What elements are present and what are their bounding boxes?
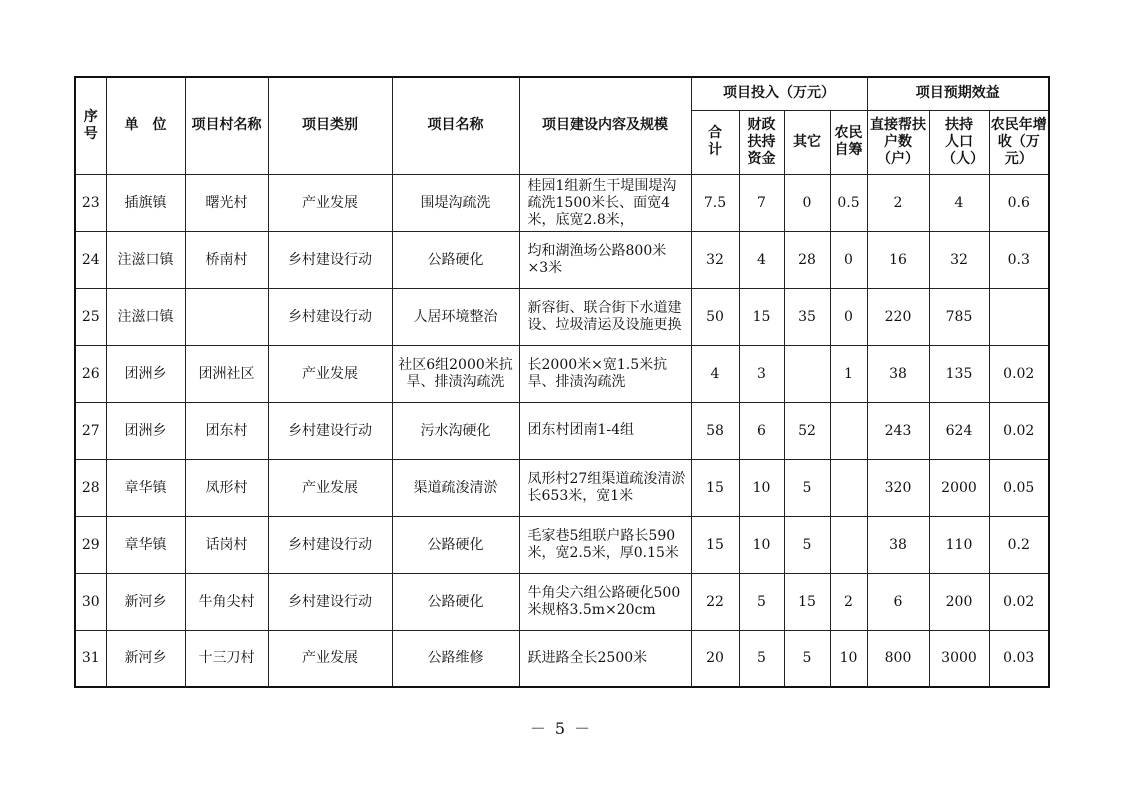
cell-farmer-raise-text: 0 [844,308,853,325]
cell-population-text: 32 [950,251,968,268]
cell-content [519,174,691,231]
cell-fiscal [739,174,784,231]
cell-farmer-raise [830,345,867,402]
cell-category [268,288,392,345]
cell-other [784,402,830,459]
cell-population-text: 4 [954,194,964,211]
cell-farmer-raise [830,402,867,459]
cell-income [989,231,1049,288]
cell-fiscal [739,231,784,288]
cell-fiscal-text: 15 [752,308,771,325]
cell-unit [106,174,185,231]
cell-village-text: 牛角尖村 [198,593,255,610]
cell-population [929,174,989,231]
cell-households-text: 6 [893,593,903,610]
cell-name-text: 人居环境整治 [413,308,498,325]
cell-unit [106,345,185,402]
cell-unit-text: 团洲乡 [124,422,167,439]
cell-farmer-raise [830,231,867,288]
cell-population [929,516,989,573]
cell-name-text: 社区6组2000米抗旱、排渍沟疏洗 [398,356,513,390]
cell-village-text: 团东村 [205,422,248,439]
cell-unit-text: 章华镇 [124,479,167,496]
header-benefit-group: 项目预期效益 [867,77,1049,110]
cell-income-text: 0.6 [1007,194,1030,211]
cell-other-text: 0 [802,194,812,211]
cell-category [268,174,392,231]
cell-fiscal [739,573,784,630]
cell-seq-text: 26 [81,365,100,382]
cell-income [989,459,1049,516]
cell-seq-text: 25 [81,308,100,325]
header-name: 项目名称 [392,77,519,174]
cell-total-text: 58 [706,422,724,439]
cell-village-text: 团洲社区 [198,365,255,382]
cell-content-text: 牛角尖六组公路硬化500米规格3.5m×20cm [527,584,681,618]
cell-name [392,459,519,516]
cell-households [867,516,929,573]
cell-seq [75,174,106,231]
header-unit: 单 位 [106,77,185,174]
cell-other-text: 28 [798,251,816,268]
cell-farmer-raise [830,174,867,231]
header-village: 项目村名称 [185,77,268,174]
cell-income-text: 0.02 [1003,593,1035,610]
cell-farmer-raise [830,288,867,345]
cell-name-text: 污水沟硬化 [420,422,491,439]
cell-total-text: 20 [706,650,724,667]
cell-other [784,630,830,687]
cell-fiscal [739,516,784,573]
cell-name [392,573,519,630]
cell-content [519,402,691,459]
cell-population [929,231,989,288]
cell-seq [75,402,106,459]
cell-category [268,231,392,288]
cell-content-text: 毛家巷5组联户路长590米，宽2.5米，厚0.15米 [527,527,679,561]
table-row [75,402,1049,459]
cell-population [929,573,989,630]
cell-seq-text: 31 [81,650,100,667]
cell-fiscal [739,402,784,459]
cell-category [268,345,392,402]
cell-other [784,459,830,516]
cell-income [989,174,1049,231]
cell-village-text: 曙光村 [205,194,248,211]
cell-fiscal-text: 10 [752,479,771,496]
cell-other-text: 35 [798,308,816,325]
cell-fiscal [739,630,784,687]
cell-unit-text: 注滋口镇 [117,308,174,325]
cell-seq-text: 28 [81,479,100,496]
cell-farmer-raise [830,630,867,687]
cell-name [392,402,519,459]
cell-other-text: 52 [798,422,816,439]
cell-income-text: 0.02 [1003,365,1035,382]
cell-other-text: 5 [802,536,812,553]
cell-total [691,288,739,345]
cell-unit-text: 章华镇 [124,536,167,553]
header-content: 项目建设内容及规模 [519,77,691,174]
table-row [75,345,1049,402]
cell-category-text: 乡村建设行动 [288,308,372,325]
cell-seq [75,516,106,573]
header-households: 直接帮扶户数（户） [867,110,929,174]
cell-category-text: 产业发展 [302,194,358,211]
cell-population-text: 200 [945,593,973,610]
cell-name-text: 渠道疏浚清淤 [413,479,498,496]
cell-name-text: 围堤沟疏洗 [420,194,491,211]
cell-income-text: 0.2 [1007,536,1030,553]
cell-population [929,402,989,459]
cell-unit [106,630,185,687]
cell-content [519,345,691,402]
header-investment-group: 项目投入（万元） [691,77,867,110]
cell-name [392,630,519,687]
cell-total [691,345,739,402]
cell-content [519,516,691,573]
cell-fiscal-text: 7 [757,194,766,211]
cell-unit [106,288,185,345]
cell-farmer-raise-text: 10 [839,650,858,667]
cell-seq [75,345,106,402]
cell-unit-text: 插旗镇 [124,194,167,211]
cell-category-text: 产业发展 [302,365,358,382]
cell-village [185,630,268,687]
cell-village [185,459,268,516]
header-seq: 序号 [75,77,106,174]
cell-name [392,345,519,402]
cell-unit-text: 注滋口镇 [117,251,174,268]
cell-other-text: 15 [798,593,816,610]
cell-households-text: 220 [884,308,912,325]
cell-population-text: 2000 [941,479,977,496]
cell-total [691,231,739,288]
cell-content [519,288,691,345]
cell-content [519,231,691,288]
cell-village-text: 十三刀村 [198,650,255,667]
cell-fiscal-text: 5 [757,650,766,667]
cell-farmer-raise-text: 0 [844,251,853,268]
header-fiscal: 财政扶持资金 [739,110,784,174]
cell-fiscal-text: 5 [757,593,766,610]
cell-content-text: 均和湖渔场公路800米×3米 [527,242,667,276]
cell-village [185,516,268,573]
cell-population [929,630,989,687]
header-category: 项目类别 [268,77,392,174]
cell-seq [75,459,106,516]
cell-name-text: 公路硬化 [427,593,484,610]
cell-unit-text: 新河乡 [124,650,167,667]
cell-content-text: 凤形村27组渠道疏浚清淤长653米，宽1米 [527,470,686,504]
cell-village [185,231,268,288]
cell-village-text: 凤形村 [205,479,248,496]
cell-content-text: 长2000米×宽1.5米抗旱、排渍沟疏洗 [527,356,668,390]
cell-unit [106,516,185,573]
cell-total-text: 15 [706,479,724,496]
cell-farmer-raise-text: 0.5 [837,194,860,211]
cell-unit-text: 新河乡 [124,593,167,610]
cell-income [989,345,1049,402]
cell-total-text: 4 [710,365,720,382]
cell-total [691,459,739,516]
table-row [75,516,1049,573]
cell-other [784,573,830,630]
cell-unit [106,573,185,630]
cell-category-text: 乡村建设行动 [288,251,372,268]
cell-households-text: 38 [889,365,907,382]
cell-village-text: 话岗村 [205,536,248,553]
cell-farmer-raise-text: 2 [844,593,853,610]
cell-seq [75,288,106,345]
cell-farmer-raise-text: 1 [844,365,853,382]
cell-households-text: 16 [889,251,907,268]
table-row [75,174,1049,231]
cell-total [691,174,739,231]
header-total: 合计 [691,110,739,174]
cell-population [929,459,989,516]
cell-seq [75,573,106,630]
cell-population-text: 135 [945,365,973,382]
cell-households-text: 2 [893,194,903,211]
cell-households [867,630,929,687]
table-row [75,573,1049,630]
cell-total [691,630,739,687]
cell-households-text: 320 [884,479,912,496]
project-table [74,76,1050,688]
cell-category-text: 乡村建设行动 [288,593,372,610]
cell-income [989,630,1049,687]
cell-population [929,345,989,402]
cell-seq-text: 23 [81,194,100,211]
cell-name [392,288,519,345]
cell-fiscal-text: 3 [757,365,766,382]
cell-population-text: 785 [945,308,973,325]
cell-name-text: 公路维修 [427,650,484,667]
cell-village [185,288,268,345]
cell-category [268,630,392,687]
cell-unit-text: 团洲乡 [124,365,167,382]
cell-content-text: 跃进路全长2500米 [527,649,648,666]
header-population: 扶持人口（人） [929,110,989,174]
cell-farmer-raise [830,459,867,516]
cell-unit [106,459,185,516]
table-body [75,174,1049,687]
cell-other [784,288,830,345]
cell-other-text: 5 [802,650,812,667]
cell-other-text: 5 [802,479,812,496]
cell-unit [106,231,185,288]
cell-name-text: 公路硬化 [427,251,484,268]
page-number: － 5 － [529,719,593,738]
table-row [75,459,1049,516]
cell-income [989,288,1049,345]
cell-households-text: 243 [884,422,912,439]
cell-content [519,630,691,687]
cell-total-text: 32 [706,251,724,268]
cell-income-text: 0.03 [1003,650,1035,667]
cell-other [784,231,830,288]
table-row [75,630,1049,687]
cell-category [268,402,392,459]
cell-fiscal-text: 10 [752,536,771,553]
cell-households [867,402,929,459]
cell-total [691,402,739,459]
cell-content-text: 桂园1组新生干堤围堤沟疏洗1500米长、面宽4米，底宽2.8米， [527,177,677,228]
cell-seq-text: 30 [81,593,100,610]
cell-population-text: 624 [945,422,973,439]
cell-content-text: 团东村团南1-4组 [527,422,635,438]
cell-content-text: 新容街、联合街下水道建设、垃圾清运及设施更换 [527,299,682,333]
cell-income [989,402,1049,459]
cell-village-text: 桥南村 [205,251,248,268]
cell-income [989,516,1049,573]
cell-category-text: 产业发展 [302,650,358,667]
cell-village [185,345,268,402]
cell-name-text: 公路硬化 [427,536,484,553]
cell-income-text: 0.02 [1003,422,1035,439]
cell-households [867,573,929,630]
cell-fiscal [739,459,784,516]
cell-seq-text: 24 [81,251,100,268]
cell-total-text: 50 [706,308,724,325]
cell-content [519,459,691,516]
cell-farmer-raise [830,573,867,630]
cell-total [691,573,739,630]
table-row [75,288,1049,345]
cell-other [784,174,830,231]
cell-population-text: 3000 [941,650,977,667]
cell-name [392,516,519,573]
cell-unit [106,402,185,459]
cell-seq-text: 27 [81,422,100,439]
cell-category-text: 产业发展 [302,479,358,496]
cell-category [268,459,392,516]
cell-income-text: 0.3 [1007,251,1030,268]
cell-households-text: 800 [884,650,912,667]
cell-other [784,516,830,573]
cell-seq [75,231,106,288]
cell-fiscal [739,345,784,402]
cell-village [185,573,268,630]
cell-total-text: 15 [706,536,724,553]
cell-village [185,174,268,231]
header-farmer-raise: 农民自筹 [830,110,867,174]
cell-category-text: 乡村建设行动 [288,536,372,553]
cell-total [691,516,739,573]
cell-fiscal [739,288,784,345]
cell-households-text: 38 [889,536,907,553]
cell-households [867,288,929,345]
cell-households [867,345,929,402]
cell-seq [75,630,106,687]
cell-households [867,231,929,288]
table-header [75,77,1049,174]
header-other: 其它 [784,110,830,174]
cell-category [268,516,392,573]
cell-fiscal-text: 6 [757,422,766,439]
cell-income [989,573,1049,630]
cell-total-text: 22 [706,593,724,610]
table-row [75,231,1049,288]
header-income: 农民年增收（万元） [989,110,1049,174]
cell-population [929,288,989,345]
cell-income-text: 0.05 [1003,479,1035,496]
cell-other [784,345,830,402]
cell-village [185,402,268,459]
cell-content [519,573,691,630]
cell-name [392,231,519,288]
cell-farmer-raise [830,516,867,573]
cell-category-text: 乡村建设行动 [288,422,372,439]
cell-seq-text: 29 [81,536,100,553]
cell-category [268,573,392,630]
cell-fiscal-text: 4 [757,251,766,268]
cell-households [867,174,929,231]
cell-households [867,459,929,516]
cell-total-text: 7.5 [703,194,727,211]
cell-population-text: 110 [945,536,973,553]
cell-name [392,174,519,231]
